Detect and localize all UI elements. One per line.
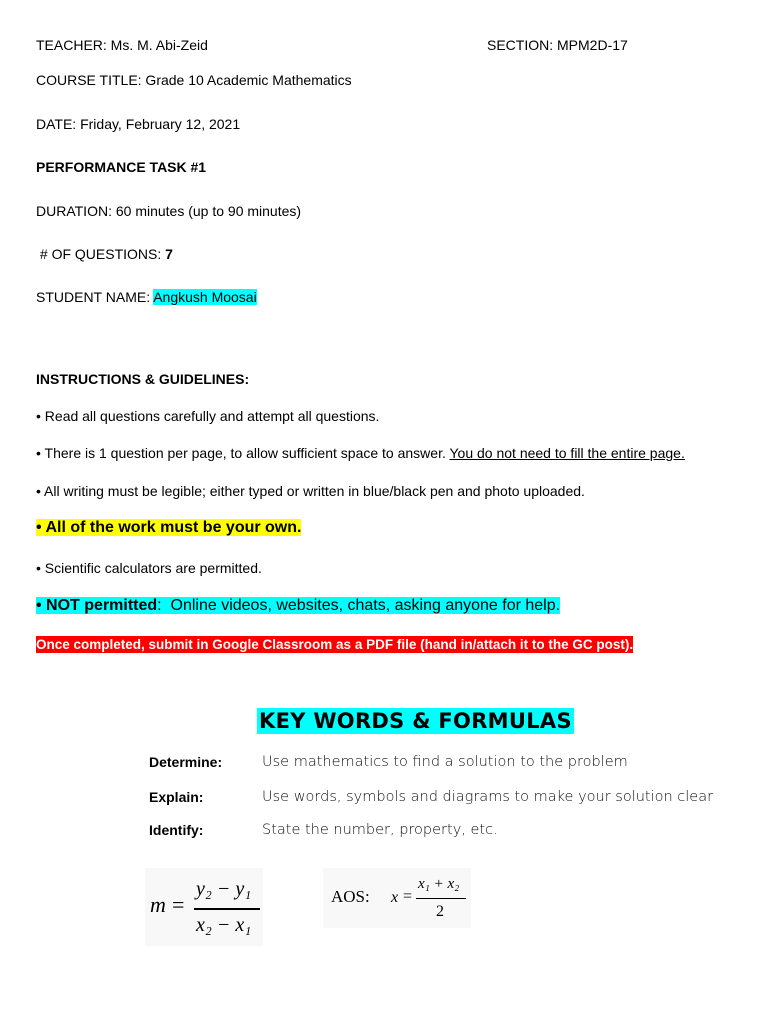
aos-formula [323,868,471,928]
instruction-item-2-underlined: You do not need to fill the entire page. [449,445,685,461]
section-line: SECTION: MPM2D-17 [487,37,628,53]
term-explain: Explain: [149,789,204,805]
aos-numerator: x₁ + x₂ [418,876,460,892]
questions-count: 7 [165,246,173,262]
task-title: PERFORMANCE TASK #1 [36,159,207,175]
term-identify: Identify: [149,822,204,838]
aos-label: AOS: [331,887,370,906]
course-line: COURSE TITLE: Grade 10 Academic Mathematics [36,72,352,88]
term-determine: Determine: [149,754,223,770]
instruction-item-6 [36,597,560,615]
definition-determine: Use mathematics to find a solution to the problem [262,754,628,770]
aos-equals: = [403,888,413,905]
slope-equals: = [172,892,185,917]
not-permitted-label: • NOT permitted [36,597,158,614]
definition-identify: State the number, property, etc. [262,822,498,838]
own-work-highlight: • All of the work must be your own. [36,519,302,536]
key-words-title: KEY WORDS & FORMULAS [259,709,572,733]
instruction-item-2-text: • There is 1 question per page, to allow sufficient space to answer. [36,445,450,461]
date-line: DATE: Friday, February 12, 2021 [36,116,241,132]
student-label: STUDENT NAME: [36,289,154,305]
student-name: Angkush Moosai [153,289,257,305]
slope-formula [145,868,263,946]
aos-fraction-bar [416,898,466,899]
instruction-item-5: • Scientific calculators are permitted. [36,560,262,576]
not-permitted-highlight [36,597,560,614]
duration-line: DURATION: 60 minutes (up to 90 minutes) [36,203,302,219]
instructions-heading: INSTRUCTIONS & GUIDELINES: [36,371,250,387]
instruction-item-1: • Read all questions carefully and attempt all questions. [36,408,380,424]
instruction-item-2 [36,445,685,461]
definition-explain: Use words, symbols and diagrams to make your solution clear [262,789,714,805]
slope-lhs: m [150,892,166,917]
questions-label: # OF QUESTIONS: [36,246,166,262]
slope-numerator: y₂ − y₁ [196,878,252,900]
student-line [36,289,257,305]
instruction-item-3: • All writing must be legible; either typed or written in blue/black pen and photo uploaded. [36,483,585,499]
instruction-item-4 [36,519,301,537]
aos-lhs: x [391,889,399,906]
questions-line [36,246,173,262]
submit-highlight: Once completed, submit in Google Classroom as a PDF file (hand in/attach it to the GC post). [36,637,634,652]
submit-line [36,637,633,652]
slope-fraction-bar [194,908,260,910]
aos-denominator: 2 [436,903,444,920]
slope-denominator: x₂ − x₁ [196,914,252,936]
teacher-line: TEACHER: Ms. M. Abi-Zeid [36,37,208,53]
not-permitted-text: : Online videos, websites, chats, asking anyone for help. [157,597,561,614]
